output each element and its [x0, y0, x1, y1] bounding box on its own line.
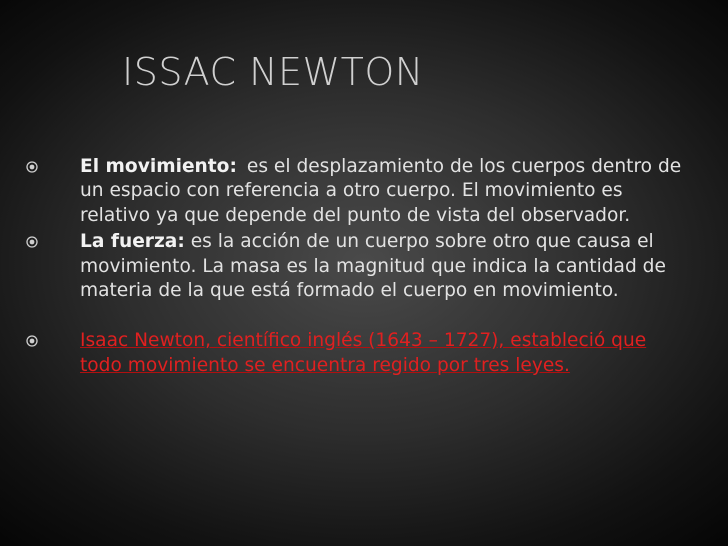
bullet-text: es la acción de un cuerpo sobre otro que causa el movimiento. La masa es la magnitud que indica la cantidad de materia de la que está formado el cuerpo en movimiento. [80, 231, 666, 302]
circled-dot-icon [26, 161, 38, 173]
bullet-term: La fuerza: [80, 231, 185, 253]
slide-title: ISSAC NEWTON [122, 50, 424, 94]
bullet-term: El movimiento: [80, 156, 237, 177]
newton-link[interactable]: Isaac Newton, científico inglés (1643 – 1727), estableció que todo movimiento se encuentra regido por tres leyes. [80, 330, 647, 376]
bullet-movimiento [26, 155, 690, 228]
bullet-fuerza [26, 230, 690, 303]
bullet-list [26, 155, 690, 378]
circled-dot-icon [26, 236, 38, 248]
bullet-newton-link [26, 329, 690, 378]
circled-dot-icon [26, 335, 38, 347]
bullet-text: es el desplazamiento de los cuerpos dentro de un espacio con referencia a otro cuerpo. El movimiento es relativo ya que depende del punto de vista del observador. [80, 156, 682, 226]
